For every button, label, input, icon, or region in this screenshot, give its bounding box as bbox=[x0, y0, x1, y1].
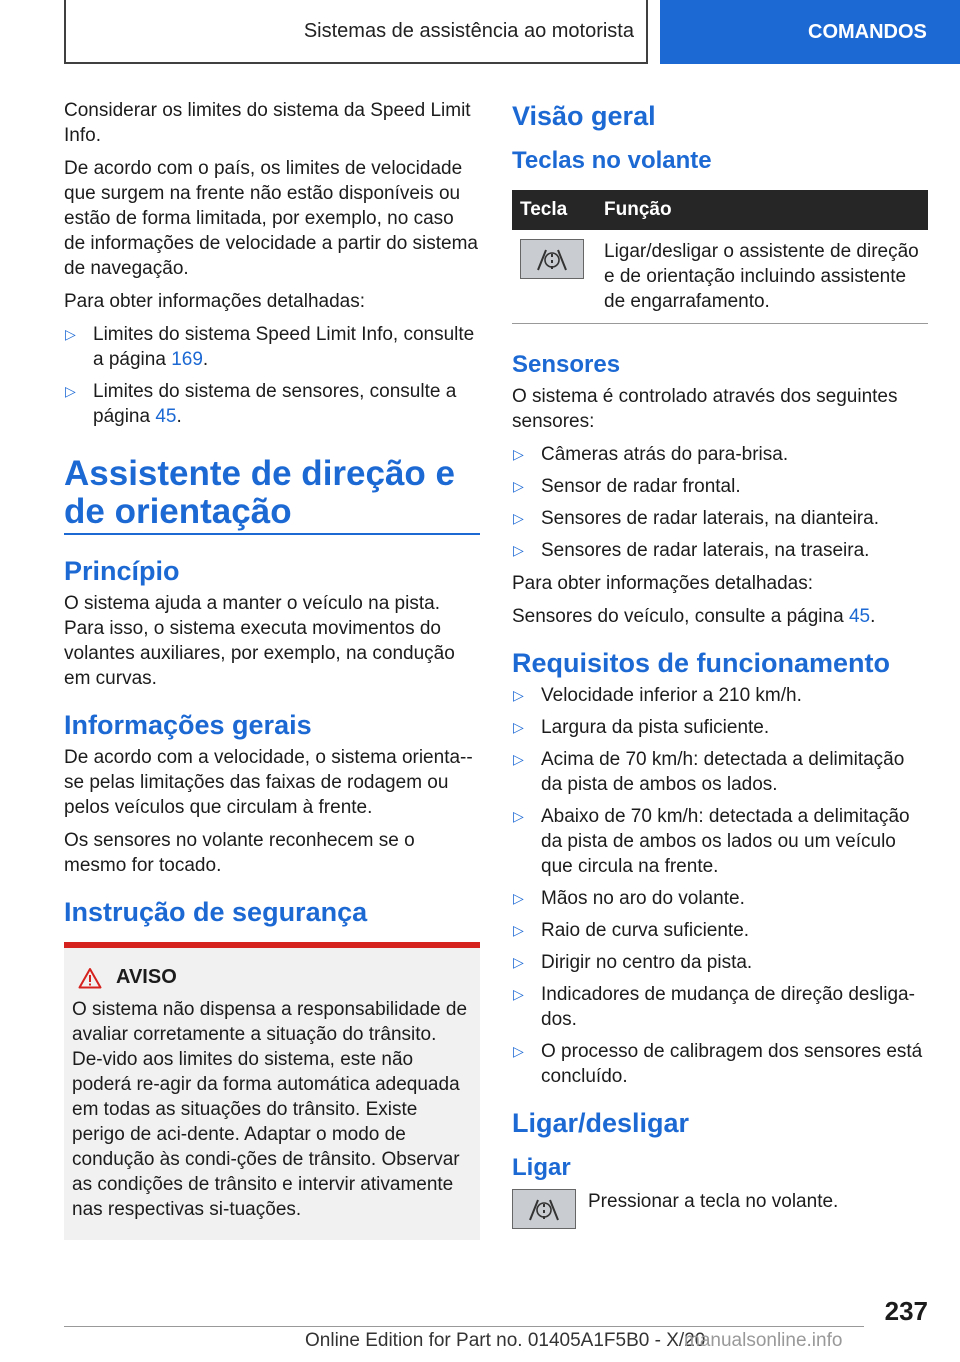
list-item: ▷ Sensores de radar laterais, na dianteira. bbox=[513, 508, 879, 529]
right-column bbox=[512, 98, 928, 1229]
triangle-bullet-icon: ▷ bbox=[65, 383, 76, 399]
paragraph: O sistema ajuda a manter o veículo na pista. Para isso, o sistema executa movimentos do volantes auxiliares, por exemplo, na condução em curvas. bbox=[64, 593, 455, 689]
paragraph: O sistema é controlado através dos seguintes sensores: bbox=[512, 386, 898, 432]
triangle-bullet-icon: ▷ bbox=[513, 922, 524, 938]
list-item: ▷ Acima de 70 km/h: detectada a delimitação da pista de ambos os lados. bbox=[513, 749, 905, 795]
triangle-bullet-icon: ▷ bbox=[513, 446, 524, 462]
triangle-bullet-icon: ▷ bbox=[513, 542, 524, 558]
paragraph: Os sensores no volante reconhecem se o mesmo for tocado. bbox=[64, 830, 415, 876]
chapter-tab[interactable] bbox=[660, 0, 960, 64]
footer-rule bbox=[64, 1326, 864, 1327]
lane-assist-key-icon bbox=[520, 239, 584, 279]
table-cell: Ligar/desligar o assistente de direção e de orientação incluindo assistente de engarrafamento. bbox=[596, 230, 928, 324]
triangle-bullet-icon: ▷ bbox=[513, 890, 524, 906]
left-column bbox=[64, 98, 480, 1240]
list-item: ▷ Limites do sistema de sensores, consulte a página 45. bbox=[65, 381, 457, 427]
list-item: ▷ Largura da pista suficiente. bbox=[513, 717, 770, 738]
triangle-bullet-icon: ▷ bbox=[513, 510, 524, 526]
page-link[interactable]: 45 bbox=[155, 406, 177, 427]
paragraph: De acordo com o país, os limites de velocidade que surgem na frente não estão disponíveis ou estão de forma limitada, por exemplo, no caso de informações de velocidade a partir do sistema de navegação. bbox=[64, 158, 479, 279]
list-item: ▷ Sensor de radar frontal. bbox=[513, 476, 741, 497]
triangle-bullet-icon: ▷ bbox=[513, 986, 524, 1002]
section-title: Sistemas de assistência ao motorista bbox=[303, 19, 634, 42]
section-heading: Assistente de direção e de orientação bbox=[64, 454, 455, 531]
heading-ligar-desligar: Ligar/desligar bbox=[512, 1108, 690, 1138]
bullet-list bbox=[64, 322, 480, 429]
list-item: ▷ O processo de calibragem dos sensores está concluído. bbox=[513, 1041, 923, 1087]
paragraph: De acordo com a velocidade, o sistema orienta--se pelas limitações das faixas de rodagem ou pelos veículos que circulam à frente. bbox=[64, 747, 473, 818]
heading-rule bbox=[64, 533, 480, 535]
footer-edition: Online Edition for Part no. 01405A1F5B0 - X/20 bbox=[305, 1330, 706, 1351]
subheading-seguranca: Instrução de segurança bbox=[64, 897, 368, 927]
page-number: 237 bbox=[884, 1296, 928, 1326]
table-header: Função bbox=[596, 190, 928, 230]
list-item: ▷ Velocidade inferior a 210 km/h. bbox=[513, 685, 802, 706]
requirements-list bbox=[512, 683, 928, 1089]
sensor-list bbox=[512, 442, 928, 563]
list-item: ▷ Abaixo de 70 km/h: detectada a delimitação da pista de ambos os lados ou um veículo que circula na frente. bbox=[513, 806, 910, 877]
page-link[interactable]: 45 bbox=[848, 606, 871, 627]
list-item: ▷ Indicadores de mudança de direção desliga-dos. bbox=[513, 984, 915, 1030]
section-header bbox=[64, 0, 648, 64]
triangle-bullet-icon: ▷ bbox=[513, 751, 524, 767]
paragraph: Sensores do veículo, consulte a página 45. bbox=[512, 606, 876, 627]
subheading-principio: Princípio bbox=[64, 556, 180, 586]
lane-assist-key-icon bbox=[512, 1189, 576, 1229]
triangle-bullet-icon: ▷ bbox=[513, 808, 524, 824]
paragraph: Para obter informações detalhadas: bbox=[512, 573, 814, 594]
warning-title: AVISO bbox=[72, 966, 472, 989]
list-item: ▷ Limites do sistema Speed Limit Info, consulte a página 169. bbox=[65, 324, 475, 370]
footer-watermark: manualsonline.info bbox=[684, 1330, 843, 1351]
keys-table bbox=[512, 190, 928, 324]
list-item: ▷ Dirigir no centro da pista. bbox=[513, 952, 753, 973]
table-row bbox=[512, 230, 928, 324]
list-item: ▷ Mãos no aro do volante. bbox=[513, 888, 745, 909]
heading-requisitos: Requisitos de funcionamento bbox=[512, 648, 891, 678]
heading-visao-geral: Visão geral bbox=[512, 101, 656, 131]
list-item: ▷ Raio de curva suficiente. bbox=[513, 920, 750, 941]
paragraph: Considerar os limites do sistema da Speed Limit Info. bbox=[64, 100, 471, 146]
table-header: Tecla bbox=[512, 190, 596, 230]
list-item: ▷ Câmeras atrás do para-brisa. bbox=[513, 444, 789, 465]
triangle-bullet-icon: ▷ bbox=[513, 1043, 524, 1059]
paragraph: Para obter informações detalhadas: bbox=[64, 291, 366, 312]
triangle-bullet-icon: ▷ bbox=[513, 954, 524, 970]
warning-triangle-icon bbox=[78, 967, 102, 989]
ligar-row bbox=[512, 1189, 928, 1229]
triangle-bullet-icon: ▷ bbox=[513, 687, 524, 703]
subheading-sensores: Sensores bbox=[512, 351, 621, 378]
triangle-bullet-icon: ▷ bbox=[513, 478, 524, 494]
subheading-informacoes: Informações gerais bbox=[64, 710, 312, 740]
warning-text: O sistema não dispensa a responsabilidade de avaliar corretamente a situação do trânsito. De-vido aos limites do sistema, este não poderá re-agir da forma automática adequada em todas as situações do trânsito. Existe perigo de aci-dente. Adaptar o modo de condução às condi-ções de trânsito. Observar as condições de trânsito e intervir ativamente nas respectivas si-tuações. bbox=[72, 999, 468, 1220]
triangle-bullet-icon: ▷ bbox=[65, 326, 76, 342]
warning-box bbox=[64, 942, 480, 1240]
subheading-teclas: Teclas no volante bbox=[512, 147, 712, 174]
page-link[interactable]: 169 bbox=[171, 349, 203, 370]
subheading-ligar: Ligar bbox=[512, 1154, 571, 1181]
chapter-tab-label: COMANDOS bbox=[808, 20, 927, 43]
paragraph: Pressionar a tecla no volante. bbox=[588, 1191, 839, 1212]
triangle-bullet-icon: ▷ bbox=[513, 719, 524, 735]
list-item: ▷ Sensores de radar laterais, na traseira. bbox=[513, 540, 870, 561]
